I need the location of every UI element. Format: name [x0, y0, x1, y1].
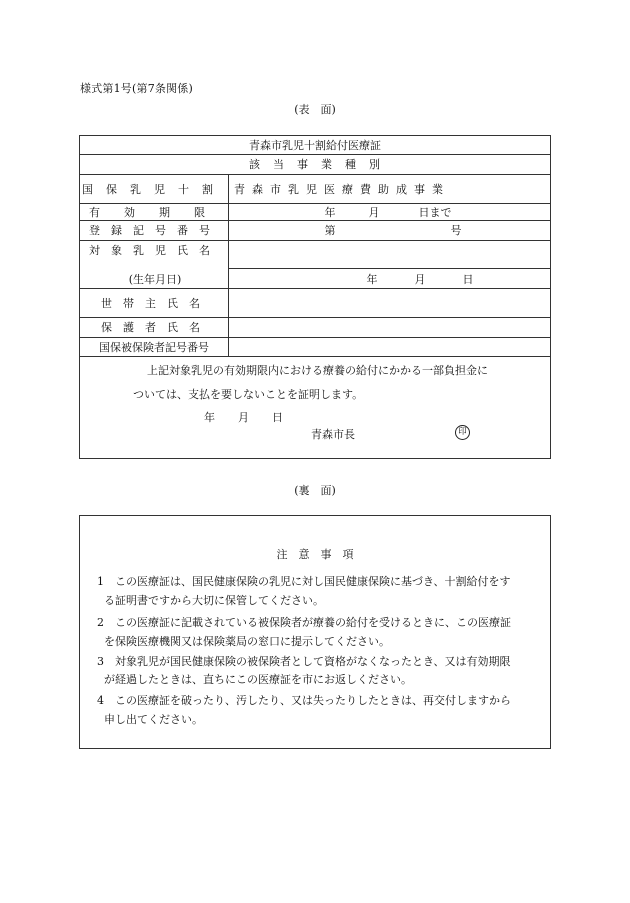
back-side-title: (裏 面) [294, 484, 336, 497]
validity-label: 有効期限 [89, 205, 229, 219]
program-value: 青森市乳児医療費助成事業 [234, 182, 450, 196]
note-1-line-2: る証明書ですから大切に保管してください。 [104, 594, 324, 607]
note-3-line-1: 3 対象乳児が国民健康保険の被保険者として資格がなくなったとき、又は有効期限 [97, 655, 511, 668]
statement-line-2: ついては、支払を要しないことを証明します。 [133, 388, 364, 401]
householder-label: 世帯主氏名 [101, 296, 211, 310]
guardian-label: 保護者氏名 [101, 321, 211, 334]
birthdate-day: 日 [462, 273, 474, 286]
registration-prefix: 第 [324, 224, 336, 237]
birthdate-month: 月 [414, 273, 426, 286]
note-1-line-1: 1 この医療証は、国民健康保険の乳児に対し国民健康保険に基づき、十割給付をす [97, 575, 511, 588]
date-day: 日 [272, 411, 283, 424]
program-label: 国保乳児十割 [82, 182, 226, 196]
registration-suffix: 号 [450, 224, 462, 237]
date-month: 月 [238, 411, 249, 424]
notes-heading: 注 意 事 項 [276, 548, 354, 561]
statement-line-1: 上記対象乳児の有効期限内における療養の給付にかかる一部負担金に [147, 364, 488, 377]
insured-number-label: 国保被保険者記号番号 [99, 340, 209, 354]
birthdate-year: 年 [366, 273, 378, 286]
note-2-line-2: を保険医療機関又は保険薬局の窓口に提示してください。 [104, 635, 390, 648]
date-year: 年 [204, 411, 215, 424]
form-number-label: 様式第1号(第7条関係) [80, 82, 193, 95]
notes-box [79, 515, 551, 749]
note-3-line-2: が経過したときは、直ちにこの医療証を市にお返しください。 [104, 673, 412, 686]
birthdate-label: (生年月日) [128, 273, 182, 286]
validity-year: 年 [324, 205, 336, 219]
infant-name-label: 対象乳児氏名 [89, 244, 221, 257]
front-side-title: (表 面) [294, 103, 336, 116]
note-4-line-1: 4 この医療証を破ったり、汚したり、又は失ったりしたときは、再交付しますから [97, 694, 511, 707]
validity-month: 月 [368, 205, 380, 219]
official-seal-icon: 印 [455, 425, 470, 440]
validity-until: 日まで [418, 205, 452, 219]
registration-label: 登録記号番号 [89, 224, 221, 237]
certificate-title: 青森市乳児十割給付医療証 [249, 139, 381, 152]
certificate-front-table [79, 135, 551, 459]
note-2-line-1: 2 この医療証に記載されている被保険者が療養の給付を受けるときに、この医療証 [97, 616, 511, 629]
note-4-line-2: 申し出てください。 [104, 713, 203, 726]
issuer-name: 青森市長 [311, 428, 355, 441]
category-header: 該 当 事 業 種 別 [249, 158, 381, 171]
